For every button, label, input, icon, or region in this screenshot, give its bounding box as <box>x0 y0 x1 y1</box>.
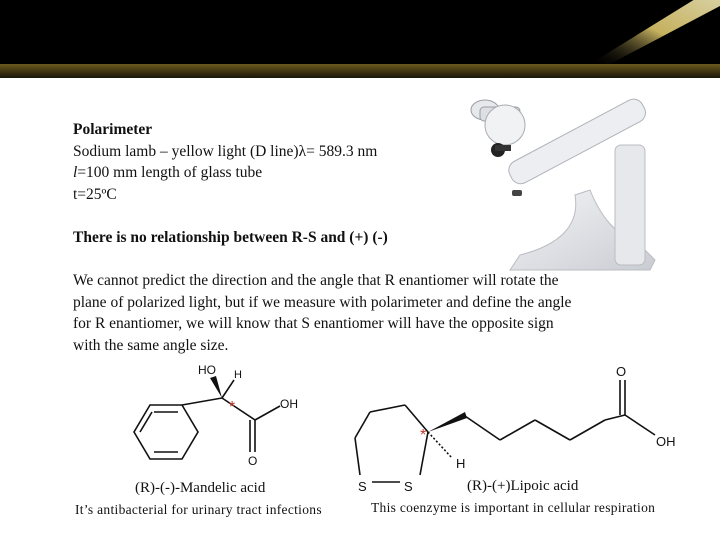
polarimeter-illustration <box>440 95 680 280</box>
relationship-statement: There is no relationship between R-S and (+) (-) <box>73 229 388 246</box>
header-accent-stripe <box>0 64 720 78</box>
lipoic-h-label: H <box>456 456 466 471</box>
tube-length-line <box>73 162 262 184</box>
mandelic-h-label: H <box>234 369 242 381</box>
mandelic-ho-label: HO <box>198 363 216 377</box>
header-bar <box>0 0 720 64</box>
mandelic-chiral-star: * <box>229 399 236 416</box>
lipoic-acid-structure <box>340 360 700 495</box>
mandelic-oh-label: OH <box>280 397 298 411</box>
mandelic-o-label: O <box>248 454 258 468</box>
title-polarimeter: Polarimeter <box>73 121 153 138</box>
lipoic-acid-name: (R)-(+)Lipoic acid <box>467 478 579 494</box>
lipoic-s1-label: S <box>358 479 367 494</box>
mandelic-acid-name: (R)-(-)-Mandelic acid <box>135 480 266 496</box>
light-streak-decoration <box>590 0 720 64</box>
paragraph-line: for R enantiomer, we will know that S enantiomer will have the opposite sign <box>73 315 554 332</box>
explanation-paragraph <box>73 270 673 356</box>
paragraph-line: We cannot predict the direction and the angle that R enantiomer will rotate the <box>73 272 559 289</box>
lipoic-oh-label: OH <box>656 434 676 449</box>
paragraph-line: plane of polarized light, but if we measure with polarimeter and define the angle <box>73 293 572 311</box>
sodium-lamp-line: Sodium lamb – yellow light (D line)λ= 589.3 nm <box>73 143 378 160</box>
mandelic-acid-note: It’s antibacterial for urinary tract infections <box>75 502 322 517</box>
lipoic-s2-label: S <box>404 479 413 494</box>
lipoic-acid-note: This coenzyme is important in cellular respiration <box>371 500 656 515</box>
lipoic-chiral-star: * <box>420 427 427 444</box>
paragraph-line: with the same angle size. <box>73 336 229 354</box>
length-variable: l <box>73 164 78 181</box>
temperature-line: t=25ºC <box>73 186 117 203</box>
mandelic-acid-structure <box>110 360 330 485</box>
lipoic-o-label: O <box>616 364 627 379</box>
tube-length-text: =100 mm length of glass tube <box>77 164 263 181</box>
